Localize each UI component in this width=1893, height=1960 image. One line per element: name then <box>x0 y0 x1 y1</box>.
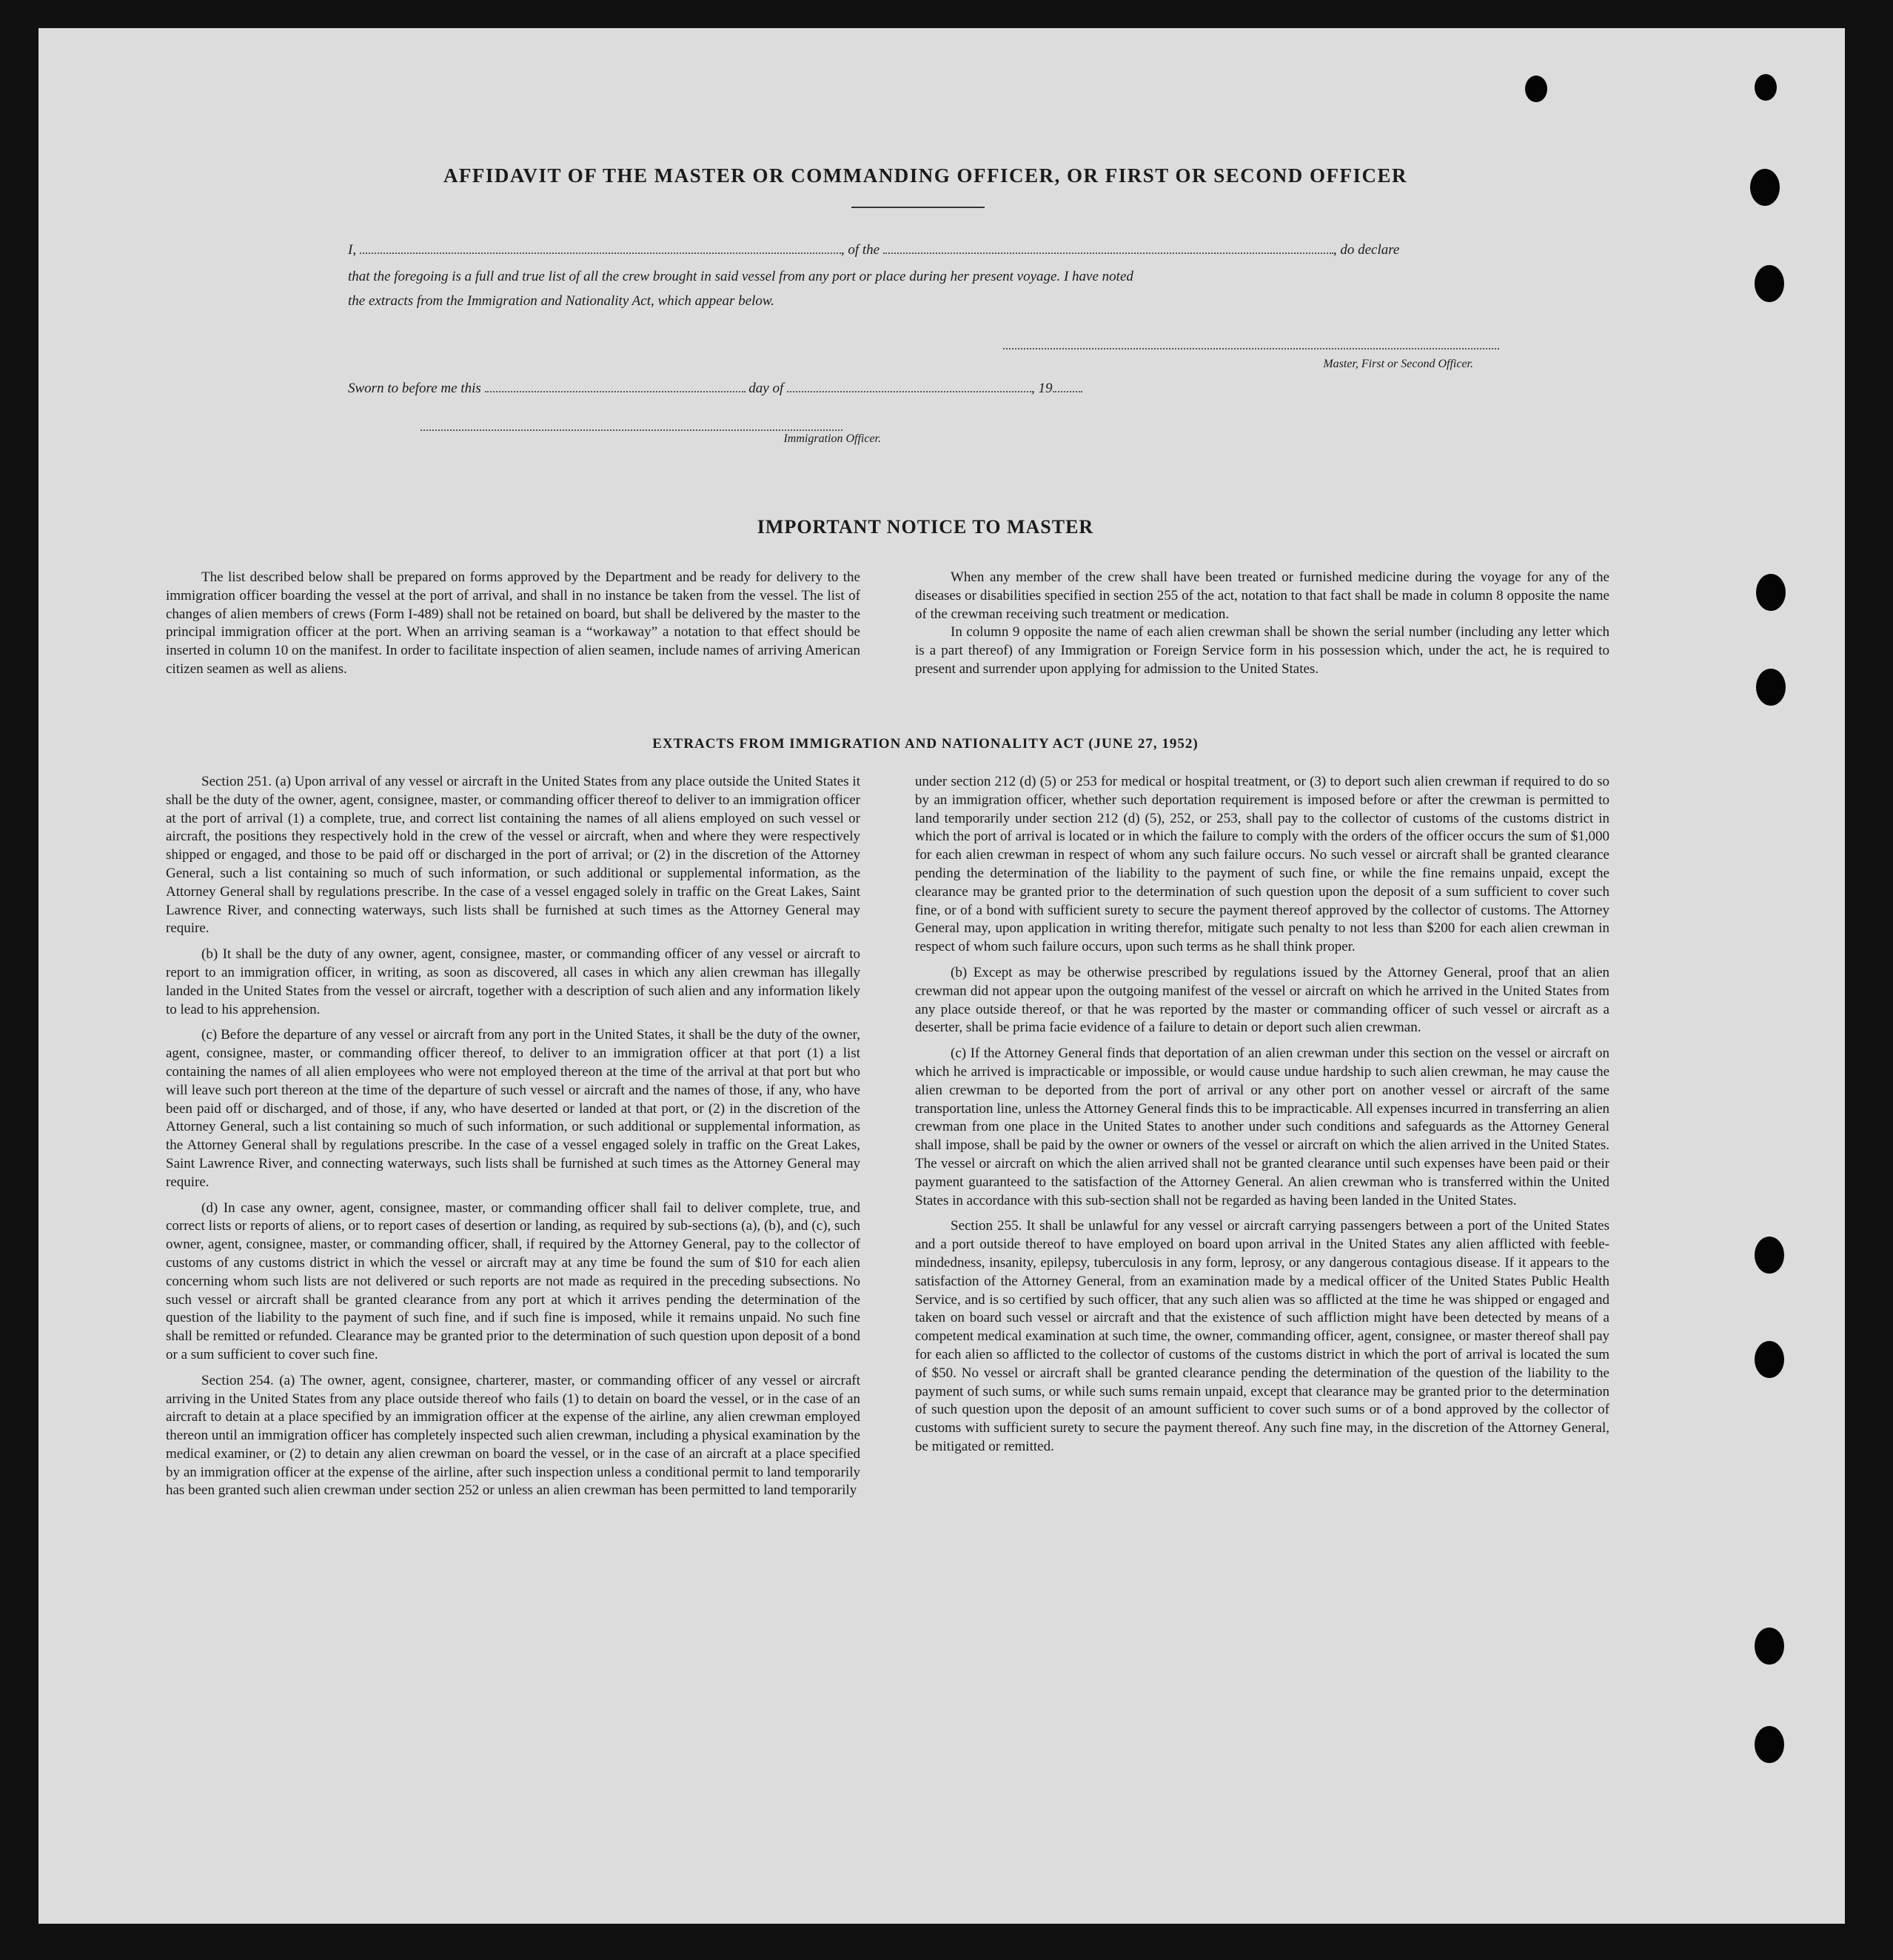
punch-hole <box>1755 265 1784 302</box>
punch-hole <box>1750 169 1780 206</box>
notice-paragraph: In column 9 opposite the name of each alien crewman shall be shown the serial number (including any letter which is a part thereof) of any Immigration or Foreign Service form in his possession which, under the act, he is required to present and surrender upon applying for admission to the United States. <box>915 624 1609 677</box>
immigration-officer-caption: Immigration Officer. <box>783 432 881 445</box>
declaration-line-1 <box>348 241 1503 258</box>
extracts-title: EXTRACTS FROM IMMIGRATION AND NATIONALITY ACT (JUNE 27, 1952) <box>652 736 1199 752</box>
extract-paragraph: under section 212 (d) (5) or 253 for medical or hospital treatment, or (3) to deport such alien crewman if required to do so by an immigration officer, whether such deportation requirement is imposed before or after the crewman is permitted to land temporarily under section 212 (d) (5), 252, or 253, shall pay to the collector of customs of the customs district in which the port of arrival is located or in which the failure to comply with the orders of the officer occurs the sum of $1,000 for each alien crewman in respect of whom any such failure occurs. No such vessel or aircraft shall be granted clearance pending the determination of the liability to the payment of such fine, or while the fine remains unpaid, except the clearance may be granted prior to the determination of such question upon the deposit of a sum sufficient to cover such fine, or of a bond with sufficient surety to secure the payment thereof approved by the collector of customs. The Attorney General may, upon application in writing therefor, mitigate such penalty to not less than $200 for each alien crewman in respect of whom such failure occurs, upon such terms as he shall think proper. <box>915 774 1609 955</box>
sworn-year-field[interactable] <box>1053 379 1082 392</box>
extract-paragraph: (d) In case any owner, agent, consignee, master, or commanding officer shall fail to deliver complete, true, and correct lists or reports of aliens, or to report cases of desertion or landing, as required by sub-sections (a), (b), and (c), such owner, agent, consignee, master, or commanding officer, shall, if required by the Attorney General, pay to the collector of customs of any customs district in which the vessel or aircraft may at any time be found the sum of $10 for each alien concerning whom such lists are not delivered or such reports are not made as required in the preceding subsections. No such vessel or aircraft shall be granted clearance from any port at which it arrives pending the determination of the question of the liability to the payment of such fine, and if such fine is imposed, while it remains unpaid. No such fine shall be remitted or refunded. Clearance may be granted prior to the determination of such question upon deposit of a bond or a sum sufficient to cover such fine. <box>166 1200 860 1362</box>
notice-paragraph: The list described below shall be prepared on forms approved by the Department and be ready for delivery to the immigration officer boarding the vessel at the port of arrival, and shall in no instance be taken from the vessel. The list of changes of alien members of crews (Form I-489) shall not be retained on board, but shall be delivered by the master to the principal immigration officer at the port. When an arriving seaman is a “workaway” a notation to that effect should be inserted in column 10 on the manifest. In order to facilitate inspection of alien seamen, include names of arriving American citizen seamen as well as aliens. <box>166 569 860 677</box>
master-signature-caption: Master, First or Second Officer. <box>1323 358 1473 370</box>
day-of-label: day of <box>748 381 784 396</box>
punch-hole <box>1755 1726 1784 1763</box>
punch-hole <box>1525 76 1547 102</box>
vessel-field[interactable] <box>883 241 1333 254</box>
sworn-day-field[interactable] <box>485 379 746 392</box>
of-the-label: , of the <box>840 242 880 258</box>
i-label: I, <box>348 242 357 258</box>
sworn-line <box>348 379 1236 397</box>
declaration-line-2: that the foregoing is a full and true list of all the crew brought in said vessel from any port or place during her present voyage. I have noted <box>348 269 1133 284</box>
punch-hole <box>1755 1341 1784 1378</box>
punch-hole <box>1755 74 1777 101</box>
declaration-line-3: the extracts from the Immigration and Nationality Act, which appear below. <box>348 293 774 309</box>
master-signature-line[interactable] <box>1003 348 1499 349</box>
notice-paragraph: When any member of the crew shall have been treated or furnished medicine during the voyage for any of the diseases or disabilities specified in section 255 of the act, notation to that fact shall be made in column 8 opposite the name of the crewman receiving such treatment or medication. <box>915 569 1609 622</box>
notice-right-column <box>915 569 1609 686</box>
name-field[interactable] <box>360 241 841 254</box>
extract-paragraph: Section 254. (a) The owner, agent, consignee, charterer, master, or commanding officer of any vessel or aircraft arriving in the United States from any place outside thereof who fails (1) to detain on board the vessel, or in the case of an aircraft to detain at a place specified by an immigration officer at the expense of the airline, any alien crewman employed thereon until an immigration officer has completely inspected such alien crewman, including a physical examination by the medical examiner, or (2) to detain any alien crewman on board the vessel, or in the case of an aircraft at a place specified by an immigration officer at the expense of the airline, after such inspection unless a conditional permit to land temporarily has been granted such alien crewman under section 252 or unless an alien crewman has been permitted to land temporarily <box>166 1372 860 1499</box>
do-declare-label: , do declare <box>1333 242 1400 258</box>
extract-paragraph: Section 255. It shall be unlawful for any vessel or aircraft carrying passengers between a port of the United States and a port outside thereof to have employed on board upon arrival in the United States any alien afflicted with feeble-mindedness, insanity, epilepsy, tuberculosis in any form, leprosy, or any dangerous contagious disease. If it appears to the satisfaction of the Attorney General, from an examination made by a medical officer of the United States Public Health Service, and is so certified by such officer, that any such alien was so afflicted at the time he was shipped or engaged and taken on board such vessel or aircraft and that the existence of such affliction might have been detected by means of a competent medical examination at such time, the owner, commanding officer, agent, consignee, or master thereof shall pay for each alien so afflicted to the collector of customs of the customs district in which the port of arrival is located the sum of $50. No vessel or aircraft shall be granted clearance pending the determination of the question of the liability to the payment of such sums, or while such sums remain unpaid, except that clearance may be granted prior to the determination of such question upon the deposit of an amount sufficient to cover such sums or of a bond approved by the collector of customs with sufficient surety to secure the payment thereof. Any such fine may, in the discretion of the Attorney General, be mitigated or remitted. <box>915 1218 1609 1454</box>
extracts-left-column <box>166 773 860 1508</box>
affidavit-title: AFFIDAVIT OF THE MASTER OR COMMANDING OFFICER, OR FIRST OR SECOND OFFICER <box>443 164 1408 187</box>
sworn-label: Sworn to before me this <box>348 381 481 396</box>
extract-paragraph: (b) It shall be the duty of any owner, agent, consignee, master, or commanding officer of any vessel or aircraft to report to an immigration officer, in writing, as soon as discovered, all cases in which any alien crewman has illegally landed in the United States from the vessel or aircraft, together with a description of such alien and any information likely to lead to his apprehension. <box>166 946 860 1017</box>
title-rule <box>851 207 985 208</box>
notice-left-column <box>166 569 860 686</box>
extract-paragraph: Section 251. (a) Upon arrival of any vessel or aircraft in the United States from any place outside the United States it shall be the duty of the owner, agent, consignee, master, or commanding officer thereof to deliver to an immigration officer at the port of arrival (1) a complete, true, and correct list containing the names of all aliens employed on such vessel or aircraft, the positions they respectively hold in the crew of the vessel or aircraft, when and where they were respectively shipped or engaged, and those to be paid off or discharged in the port of arrival; or (2) in the discretion of the Attorney General, such a list containing so much of such information, or such additional or supplemental information, as the Attorney General shall by regulations prescribe. In the case of a vessel engaged solely in traffic on the Great Lakes, Saint Lawrence River, and connecting waterways, such lists shall be furnished at such times as the Attorney General may require. <box>166 774 860 937</box>
notice-title: IMPORTANT NOTICE TO MASTER <box>757 516 1094 538</box>
punch-hole <box>1756 669 1786 706</box>
extract-paragraph: (c) Before the departure of any vessel or aircraft from any port in the United States, it shall be the duty of the owner, agent, consignee, master, or commanding officer thereof, to deliver to an immigration officer at that port (1) a list containing the names of all alien employees who were not employed thereon at the time of the arrival at that port but who will leave such port thereon at the time of the departure of such vessel or aircraft and the names of those, if any, who have been paid off or discharged, and of those, if any, who have deserted or landed at that port, or (2) in the discretion of the Attorney General, such a list containing so much of such information, or such additional or supplemental information, as the Attorney General shall by regulations prescribe. In the case of a vessel engaged solely in traffic on the Great Lakes, Saint Lawrence River, and connecting waterways, such lists shall be furnished at such times as the Attorney General may require. <box>166 1027 860 1190</box>
extract-paragraph: (b) Except as may be otherwise prescribed by regulations issued by the Attorney General, proof that an alien crewman did not appear upon the outgoing manifest of the vessel or aircraft on which he arrived in the United States from any place outside thereof, or that he was reported by the master or commanding officer of such vessel or aircraft as a deserter, shall be prima facie evidence of a failure to detain or deport such alien crewman. <box>915 964 1609 1036</box>
immigration-officer-signature-line[interactable] <box>421 429 842 431</box>
punch-hole <box>1756 574 1786 611</box>
extract-paragraph: (c) If the Attorney General finds that deportation of an alien crewman under this section on the vessel or aircraft on which he arrived is impracticable or impossible, or would cause undue hardship to such alien crewman, he may cause the alien crewman to be deported from the port of arrival or any other port on another vessel or aircraft of the same transportation line, unless the Attorney General finds this to be impracticable. All expenses incurred in transferring an alien crewman from one place in the United States to another under such conditions and safeguards as the Attorney General shall impose, shall be paid by the owner or owners of the vessel or aircraft on which the alien arrived in the United States. The vessel or aircraft on which the alien arrived shall not be granted clearance until such expenses have been paid or their payment guaranteed to the satisfaction of the Attorney General. An alien crewman who is transferred within the United States in accordance with this sub-section shall not be regarded as having been landed in the United States. <box>915 1046 1609 1208</box>
extracts-right-column <box>915 773 1609 1464</box>
sworn-month-field[interactable] <box>787 379 1031 392</box>
year-prefix: , 19 <box>1031 381 1053 396</box>
punch-hole <box>1755 1628 1784 1665</box>
punch-hole <box>1755 1237 1784 1274</box>
